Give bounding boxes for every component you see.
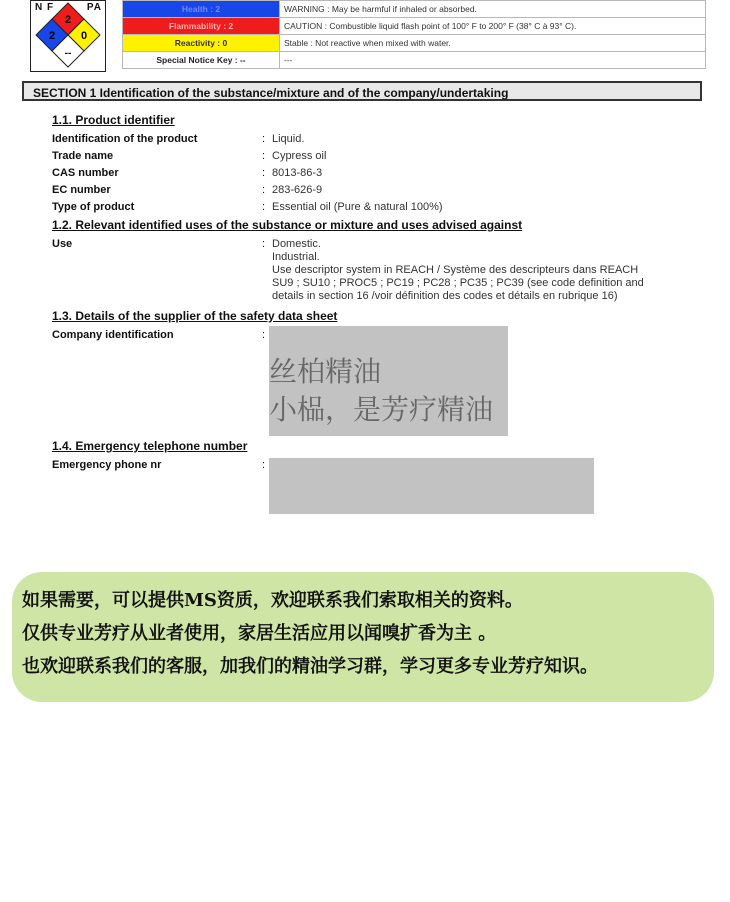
hazard-rating-table — [122, 0, 706, 69]
section-1-header: SECTION 1 Identification of the substance/mixture and of the company/undertaking — [22, 81, 702, 101]
use-line-text: Industrial. — [272, 251, 320, 263]
nfpa-health-value: 2 — [48, 30, 56, 42]
nfpa-label-right: PA — [86, 2, 102, 13]
hazard-row-reactivity — [123, 35, 706, 52]
colon: : — [262, 459, 266, 471]
phone-redaction-box — [269, 458, 594, 514]
notice-line: 仅供专业芳疗从业者使用，家居生活应用以闻嗅扩香为主 。 — [22, 623, 497, 644]
field-label: Identification of the product — [52, 133, 198, 145]
field-label: Company identification — [52, 329, 174, 341]
hazard-value: --- — [280, 52, 706, 69]
nfpa-special-value: -- — [64, 48, 72, 59]
hazard-row-special — [123, 52, 706, 69]
colon: : — [262, 150, 266, 162]
field-value: Liquid. — [272, 133, 305, 145]
colon: : — [262, 184, 266, 196]
hazard-row-flammability — [123, 18, 706, 35]
hazard-value: WARNING : May be harmful if inhaled or absorbed. — [280, 1, 706, 18]
field-value: Essential oil (Pure & natural 100%) — [272, 201, 443, 213]
use-line-text: Domestic. — [272, 238, 321, 250]
hazard-key: Health : 2 — [123, 1, 280, 18]
nfpa-hazard-diamond — [30, 0, 106, 72]
field-value: Cypress oil — [272, 150, 327, 162]
overlay-text: 丝柏精油 — [269, 355, 382, 388]
subsection-1-4-title: 1.4. Emergency telephone number — [52, 439, 248, 453]
subsection-1-3-title: 1.3. Details of the supplier of the safety data sheet — [52, 309, 338, 323]
hazard-value: Stable : Not reactive when mixed with water. — [280, 35, 706, 52]
notice-panel — [12, 572, 714, 702]
hazard-value: CAUTION : Combustible liquid flash point of 100° F to 200° F (38° C à 93° C). — [280, 18, 706, 35]
field-label: Type of product — [52, 201, 135, 213]
use-line-text: SU9 ; SU10 ; PROC5 ; PC19 ; PC28 ; PC35 ; PC39 (see code definition and — [272, 277, 644, 289]
colon: : — [262, 238, 266, 250]
hazard-key: Reactivity : 0 — [123, 35, 280, 52]
subsection-1-1-title: 1.1. Product identifier — [52, 113, 175, 127]
overlay-text: 小榀，是芳疗精油 — [269, 393, 494, 426]
colon: : — [262, 329, 266, 341]
use-line-text: details in section 16 /voir définition des codes et détails en rubrique 16) — [272, 290, 618, 302]
field-label: Emergency phone nr — [52, 459, 162, 471]
nfpa-label-left: N F — [35, 2, 55, 13]
colon: : — [262, 167, 266, 179]
hazard-row-health — [123, 1, 706, 18]
notice-line: 也欢迎联系我们的客服，加我们的精油学习群，学习更多专业芳疗知识。 — [22, 656, 598, 677]
field-value: 283-626-9 — [272, 184, 323, 196]
hazard-key: Flammability : 2 — [123, 18, 280, 35]
subsection-1-2-title: 1.2. Relevant identified uses of the substance or mixture and uses advised against — [52, 218, 523, 232]
field-label: Use — [52, 238, 73, 250]
field-label: Trade name — [52, 150, 114, 162]
hazard-key: Special Notice Key : -- — [123, 52, 280, 69]
use-line-text: Use descriptor system in REACH / Système des descripteurs dans REACH — [272, 264, 639, 276]
colon: : — [262, 201, 266, 213]
colon: : — [262, 133, 266, 145]
company-redaction-box — [269, 326, 508, 436]
nfpa-flammability-value: 2 — [64, 14, 72, 26]
notice-line: 如果需要，可以提供MS资质，欢迎联系我们索取相关的资料。 — [22, 590, 523, 611]
field-label: CAS number — [52, 167, 119, 179]
nfpa-reactivity-value: 0 — [80, 30, 88, 42]
field-label: EC number — [52, 184, 111, 196]
field-value: 8013-86-3 — [272, 167, 323, 179]
